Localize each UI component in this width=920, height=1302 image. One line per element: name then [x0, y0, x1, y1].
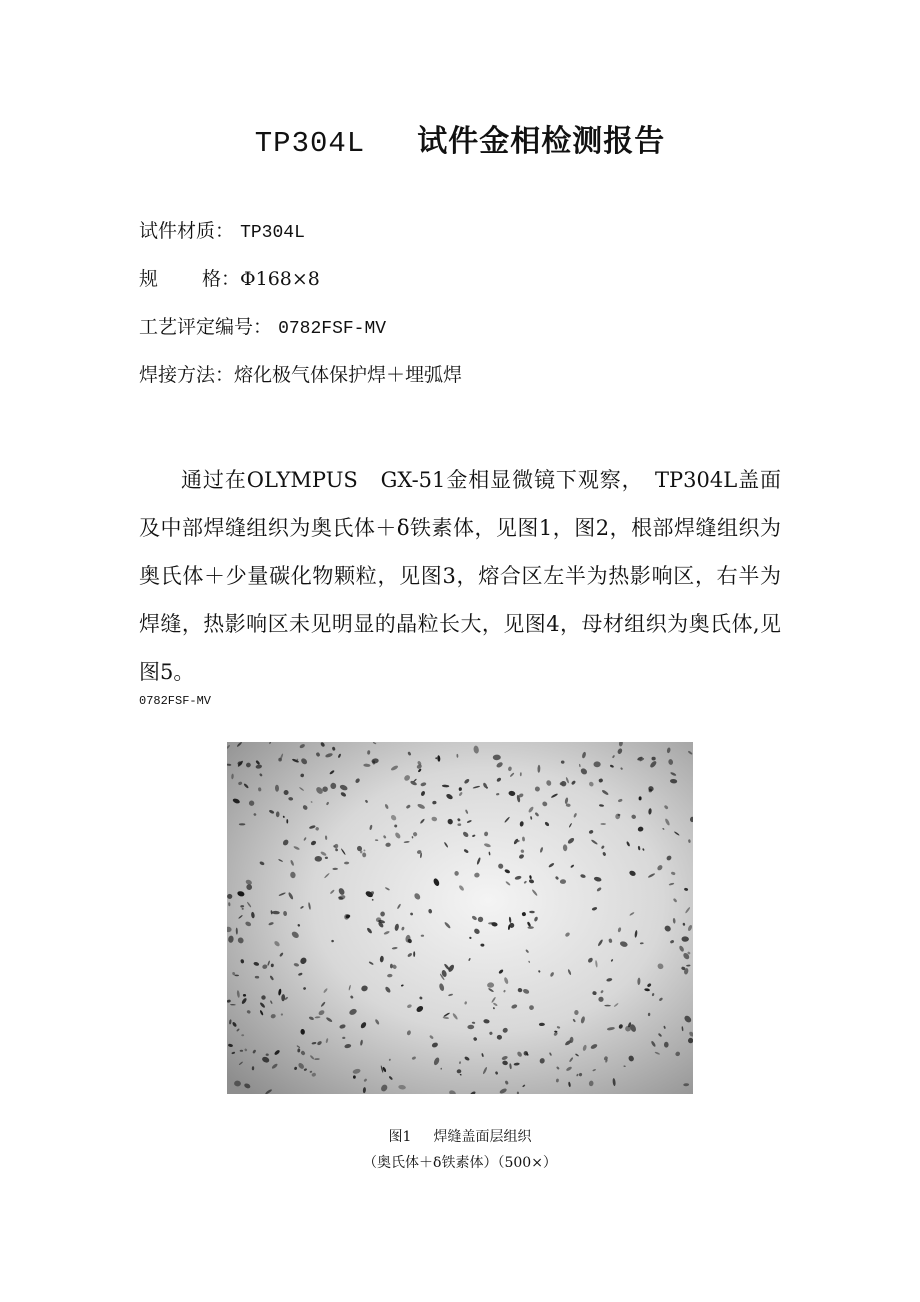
meta-spec — [139, 270, 320, 289]
micrograph-image — [227, 742, 693, 1094]
observation-paragraph — [139, 456, 781, 696]
micrograph-canvas — [227, 742, 693, 1094]
title-material-code: TP304L — [254, 127, 366, 160]
meta-material — [139, 222, 305, 242]
meta-wps-value: 0782FSF-MV — [278, 319, 387, 339]
title-text: 试件金相检测报告 — [417, 124, 666, 159]
meta-method-label: 焊接方法： — [139, 364, 235, 386]
figure-number: 图1 — [388, 1129, 412, 1145]
meta-wps-label: 工艺评定编号： — [139, 316, 273, 338]
meta-spec-value: Φ168×8 — [240, 268, 320, 290]
meta-spec-label-a: 规 — [139, 268, 159, 290]
observation-text: 通过在OLYMPUS GX-51金相显微镜下观察， TP304L盖面及中部焊缝组织为奥氏体＋δ铁素体，见图1，图2，根部焊缝组织为奥氏体＋少量碳化物颗粒，见图3，熔合区左半为热影响区，右半为焊缝，热影响区未见明显的晶粒长大，见图4，母材组织为奥氏体,见图5。 — [139, 468, 781, 684]
meta-wps — [139, 318, 386, 338]
reference-code: 0782FSF-MV — [139, 694, 212, 708]
meta-material-label: 试件材质： — [139, 220, 235, 242]
figure-caption — [0, 1126, 920, 1146]
report-title — [0, 116, 920, 160]
meta-spec-label-b: 格： — [202, 268, 241, 290]
meta-material-value: TP304L — [240, 223, 305, 243]
meta-method-value: 熔化极气体保护焊＋埋弧焊 — [234, 364, 463, 386]
meta-method — [139, 366, 462, 385]
figure-title: 焊缝盖面层组织 — [433, 1129, 532, 1145]
figure-subcaption: （奥氏体＋δ铁素体）（500×） — [363, 1155, 557, 1171]
